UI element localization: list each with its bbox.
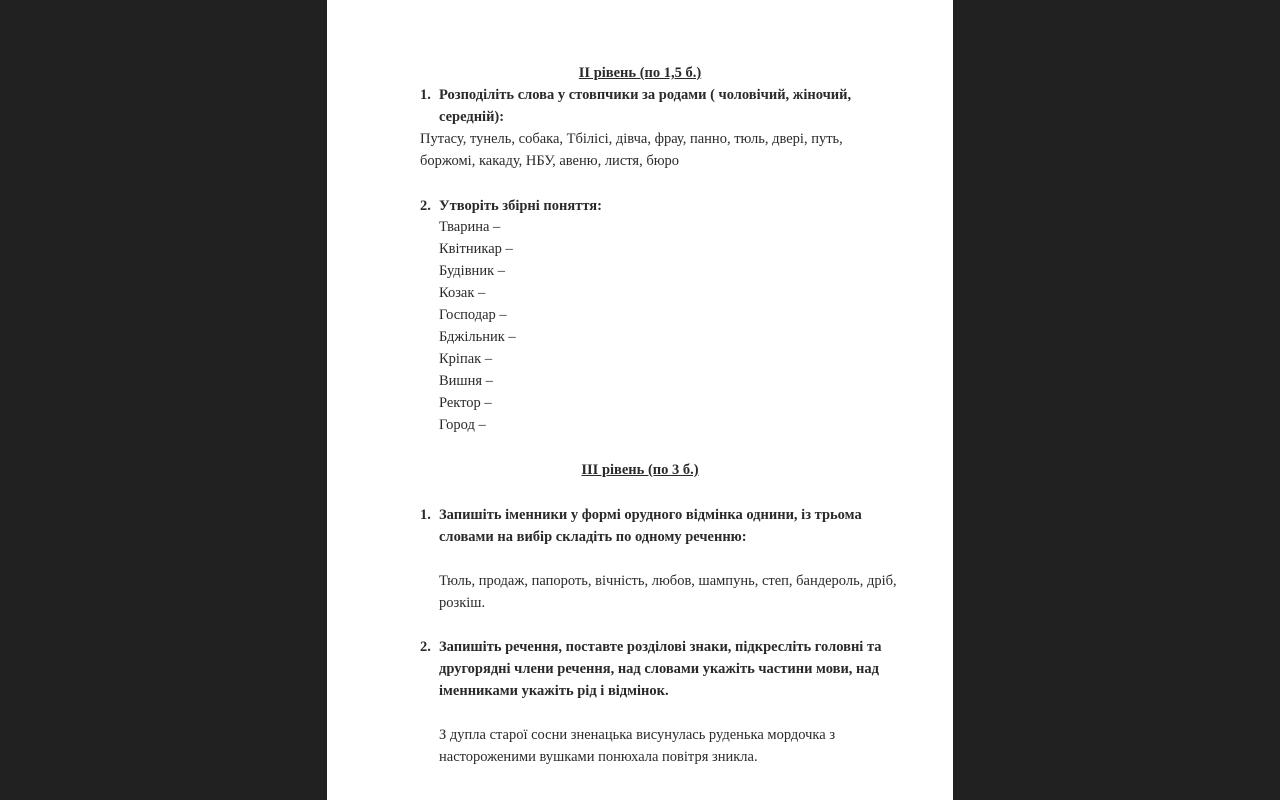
level3-heading: III рівень (по 3 б.) (581, 462, 699, 478)
task-title: словами на вибір складіть по одному реченню: (439, 529, 747, 545)
list-item: Козак – (439, 285, 486, 301)
task-title: другорядні члени речення, над словами укажіть частини мови, над (439, 661, 879, 677)
task-number: 2. (420, 198, 431, 214)
task-title: Утворіть збірні поняття: (439, 198, 602, 214)
task-text: Путасу, тунель, собака, Тбілісі, дівча, фрау, панно, тюль, двері, путь, (420, 131, 843, 147)
task-title: середній): (439, 109, 505, 125)
task-title: Розподіліть слова у стовпчики за родами ( чоловічий, жіночий, (439, 87, 852, 103)
list-item: Кріпак – (439, 351, 493, 367)
list-item: Ректор – (439, 395, 492, 411)
task-number: 1. (420, 87, 431, 103)
list-item: Вишня – (439, 373, 493, 389)
list-item: Господар – (439, 307, 507, 323)
task-text: настороженими вушками понюхала повітря зникла. (439, 749, 758, 765)
list-item: Квітникар – (439, 241, 513, 257)
task-text: Тюль, продаж, папороть, вічність, любов, шампунь, степ, бандероль, дріб, (439, 573, 897, 589)
task-title: Запишіть іменники у формі орудного відмінка однини, із трьома (439, 507, 862, 523)
task-text: розкіш. (439, 595, 486, 611)
list-item: Бджільник – (439, 329, 516, 345)
level2-heading: II рівень (по 1,5 б.) (578, 65, 702, 81)
document-page (327, 0, 953, 800)
list-item: Тварина – (439, 219, 501, 235)
task-title: Запишіть речення, поставте розділові знаки, підкресліть головні та (439, 639, 882, 655)
list-item: Город – (439, 417, 486, 433)
task-title: іменниками укажіть рід і відмінок. (439, 683, 669, 699)
list-item: Будівник – (439, 263, 505, 279)
task-text: З дупла старої сосни зненацька висунулась руденька мордочка з (439, 727, 836, 743)
task-text: боржомі, какаду, НБУ, авеню, листя, бюро (420, 153, 680, 169)
task-number: 1. (420, 507, 431, 523)
task-number: 2. (420, 639, 431, 655)
